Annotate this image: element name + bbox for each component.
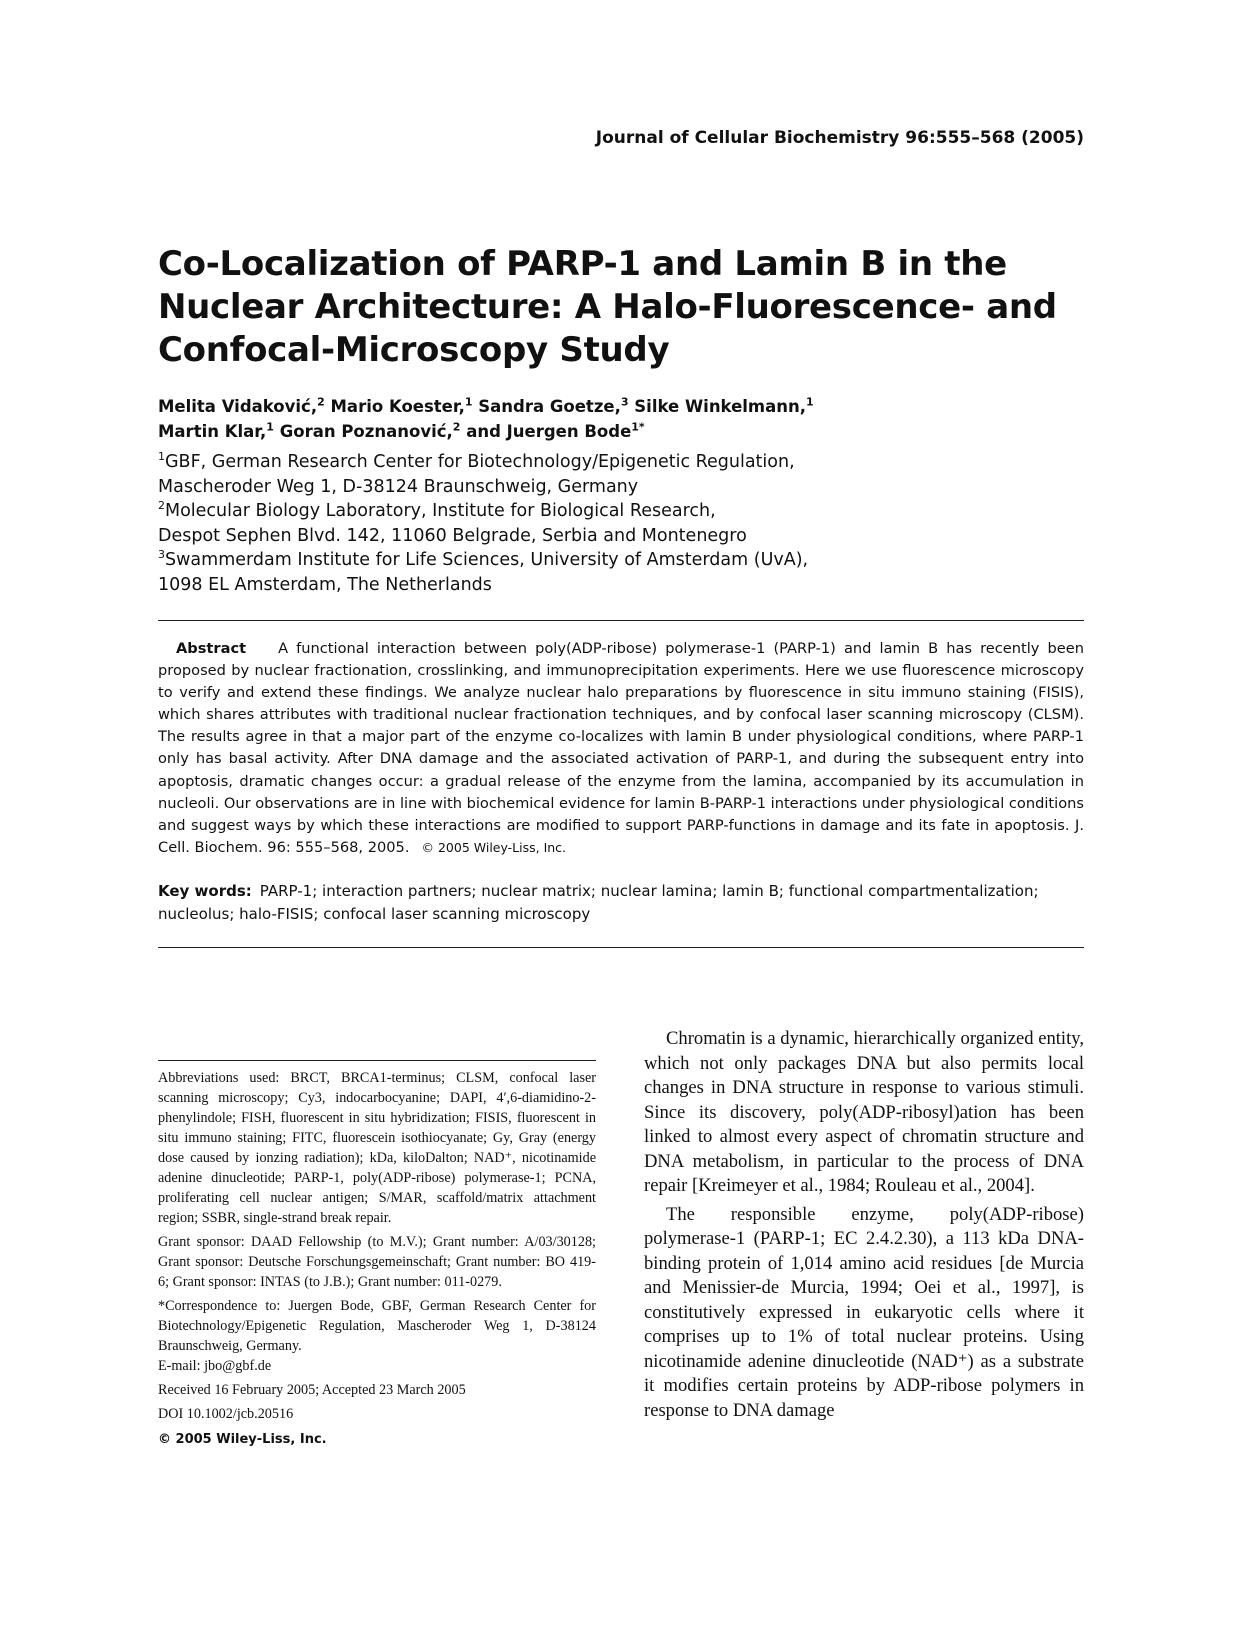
correspondence-footnote xyxy=(158,1296,596,1376)
affiliation-line xyxy=(158,548,1088,573)
affiliation-line: Mascheroder Weg 1, D-38124 Braunschweig, Germany xyxy=(158,476,639,497)
author-affiliation-mark: 1 xyxy=(464,395,473,409)
affiliation-number: 1 xyxy=(158,450,165,464)
author-name: and Juergen Bode xyxy=(466,422,632,441)
author-name: Mario Koester, xyxy=(330,397,465,416)
keywords xyxy=(158,880,1084,926)
author-affiliation-mark: 3 xyxy=(620,395,629,409)
grant-footnote: Grant sponsor: DAAD Fellowship (to M.V.); Grant number: A/03/30128; Grant sponsor: Deutsche Forschungsgemeinschaft; Grant number: BO 419-6; Grant sponsor: INTAS (to J.B.); Grant number: 011-0279. xyxy=(158,1234,596,1290)
affiliation-text: Molecular Biology Laboratory, Institute for Biological Research, xyxy=(165,501,716,522)
abstract-text: A functional interaction between poly(ADP-ribose) polymerase-1 (PARP-1) and lamin B has recently been proposed by nuclear fractionation, crosslinking, and immunoprecipitation experiments. Here we use fluorescence microscopy to verify and extend these findings. We analyze nuclear halo preparations by fluorescence in situ immuno staining (FISIS), which shares attributes with traditional nuclear fractionation techniques, and by confocal laser scanning microscopy (CLSM). The results agree in that a major part of the enzyme co-localizes with lamin B under physiological conditions, where PARP-1 only has basal activity. After DNA damage and the associated activation of PARP-1, and during the subsequent entry into apoptosis, dramatic changes occur: a gradual release of the enzyme from the lamina, accompanied by its accumulation in nucleoli. Our observations are in line with biochemical evidence for lamin B-PARP-1 interactions under physiological conditions and suggest ways by which these interactions are modified to support PARP-functions in damage and its fate in apoptosis. J. Cell. Biochem. 96: 555–568, 2005. xyxy=(158,640,1084,856)
article-title xyxy=(158,243,1088,372)
affiliation-line xyxy=(158,450,1088,475)
affiliation-number: 2 xyxy=(158,499,165,513)
body-paragraph: Chromatin is a dynamic, hierarchically organized entity, which not only packages DNA but also permits local changes in DNA structure in response to various stimuli. Since its discovery, poly(ADP-ribosyl)ation has been linked to almost every aspect of chromatin structure and DNA metabolism, in particular to the process of DNA repair [Kreimeyer et al., 1984; Rouleau et al., 2004]. xyxy=(644,1028,1084,1196)
affiliations xyxy=(158,450,1088,598)
affiliation-line: 1098 EL Amsterdam, The Netherlands xyxy=(158,574,492,595)
footnote-rule xyxy=(158,1060,596,1061)
abstract-copyright: © 2005 Wiley-Liss, Inc. xyxy=(421,839,567,855)
journal-header: Journal of Cellular Biochemistry 96:555–568 (2005) xyxy=(595,128,1084,148)
author-affiliation-mark: 2 xyxy=(452,420,461,434)
abstract-label: Abstract xyxy=(176,640,247,657)
footnotes xyxy=(158,1068,596,1454)
author-line xyxy=(158,394,1088,419)
author-affiliation-mark: 2 xyxy=(317,395,325,409)
title-line: Confocal-Microscopy Study xyxy=(158,330,670,370)
affiliation-text: Swammerdam Institute for Life Sciences, University of Amsterdam (UvA), xyxy=(165,550,809,571)
keywords-text: PARP-1; interaction partners; nuclear matrix; nuclear lamina; lamin B; functional compartmentalization; nucleolus; halo-FISIS; confocal laser scanning microscopy xyxy=(158,882,1039,923)
affiliation-line xyxy=(158,499,1088,524)
author-name: Goran Poznanović, xyxy=(279,422,453,441)
author-list xyxy=(158,394,1088,444)
author-affiliation-mark: 1* xyxy=(631,420,645,434)
abbreviations-footnote: Abbreviations used: BRCT, BRCA1-terminus; CLSM, confocal laser scanning microscopy; Cy3, indocarbocyanine; DAPI, 4′,6-diamidino-2-phenylindole; FISH, fluorescent in situ hybridization; FISIS, fluorescent in situ immuno staining; FITC, fluorescein isothiocyanate; Gy, Gray (energy dose caused by ionzing radiation); kDa, kiloDalton; NAD⁺, nicotinamide adenine dinucleotide; PARP-1, poly(ADP-ribose) polymerase-1; PCNA, proliferating cell nuclear antigen; S/MAR, scaffold/matrix attachment region; SSBR, single-strand break repair. xyxy=(158,1070,596,1226)
author-name: Sandra Goetze, xyxy=(478,397,621,416)
author-affiliation-mark: 1 xyxy=(806,395,814,409)
doi[interactable]: DOI 10.1002/jcb.20516 xyxy=(158,1406,294,1422)
copyright-notice: © 2005 Wiley-Liss, Inc. xyxy=(158,1432,327,1447)
abstract xyxy=(158,638,1084,859)
abstract-top-rule xyxy=(158,620,1084,621)
keywords-label: Key words: xyxy=(158,882,252,900)
body-paragraph: The responsible enzyme, poly(ADP-ribose) polymerase-1 (PARP-1; EC 2.4.2.30), a 113 kDa DNA-binding protein of 1,014 amino acid residues [de Murcia and Menissier-de Murcia, 1994; Oei et al., 1997], is constitutively expressed in eukaryotic cells where it comprises up to 1% of total nuclear proteins. Using nicotinamide adenine dinucleotide (NAD⁺) as a substrate it modifies certain proteins by ADP-ribose polymers in response to DNA damage xyxy=(644,1203,1084,1421)
author-name: Melita Vidaković, xyxy=(158,397,318,416)
affiliation-line: Despot Sephen Blvd. 142, 11060 Belgrade, Serbia and Montenegro xyxy=(158,525,747,546)
received-date: Received 16 February 2005; Accepted 23 March 2005 xyxy=(158,1382,466,1398)
affiliation-number: 3 xyxy=(158,548,165,562)
author-line xyxy=(158,419,1088,444)
email-link[interactable]: E-mail: jbo@gbf.de xyxy=(158,1358,272,1374)
author-name: Martin Klar, xyxy=(158,422,267,441)
author-affiliation-mark: 1 xyxy=(266,420,274,434)
abstract-bottom-rule xyxy=(158,947,1084,948)
affiliation-text: GBF, German Research Center for Biotechnology/Epigenetic Regulation, xyxy=(165,452,795,472)
title-line: Nuclear Architecture: A Halo-Fluorescence- and xyxy=(158,287,1057,327)
body-column xyxy=(644,1027,1084,1427)
author-name: Silke Winkelmann, xyxy=(634,397,807,416)
correspondence-text: *Correspondence to: Juergen Bode, GBF, German Research Center for Biotechnology/Epigenetic Regulation, Mascheroder Weg 1, D-38124 Braunschweig, Germany. xyxy=(158,1298,596,1354)
title-line: Co-Localization of PARP-1 and Lamin B in the xyxy=(158,244,1007,284)
